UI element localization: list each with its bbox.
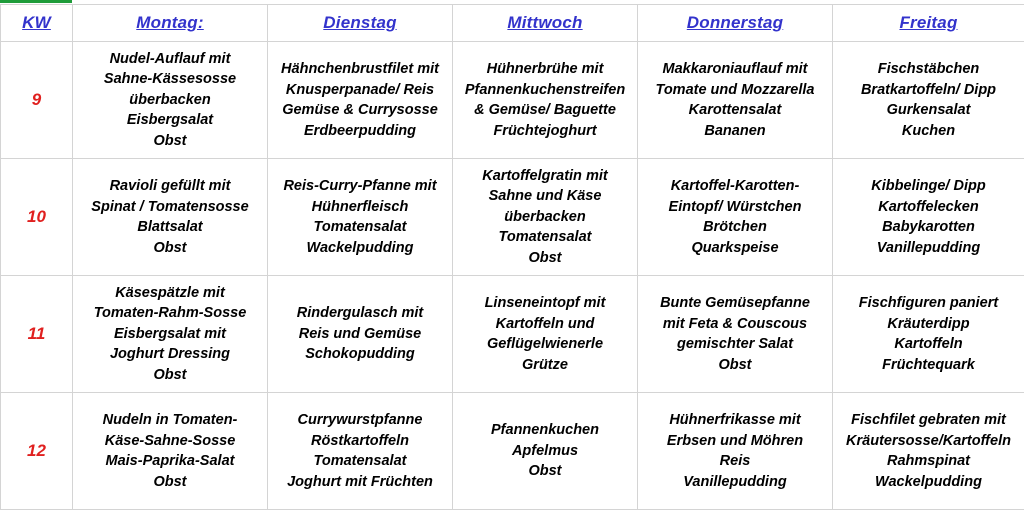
meal-line: Erdbeerpudding: [304, 122, 416, 139]
meal-line: mit Feta & Couscous: [662, 315, 808, 332]
meal-cell-tuesday[interactable]: [268, 159, 453, 276]
meal-line: Wackelpudding: [875, 473, 982, 490]
meal-line: Linseneintopf mit: [484, 295, 606, 311]
meal-line: Früchtejoghurt: [493, 122, 597, 139]
meal-line: Hühnerbrühe mit: [486, 61, 604, 77]
meal-line: Bunte Gemüsepfanne: [660, 295, 810, 311]
week-number-cell[interactable]: 12: [1, 393, 73, 510]
meal-line: Quarkspeise: [691, 239, 779, 256]
meal-line: Röstkartoffeln: [310, 432, 410, 449]
meal-line: überbacken: [504, 208, 586, 225]
header-row: [1, 5, 1024, 42]
meal-line: Eisbergsalat: [126, 112, 214, 129]
meal-line: Obst: [528, 463, 562, 480]
meal-line: Mais-Paprika-Salat: [105, 453, 235, 469]
meal-line: & Gemüse/ Baguette: [474, 102, 616, 118]
meal-line: Gemüse & Currysosse: [282, 102, 438, 118]
meal-cell-friday[interactable]: [833, 159, 1024, 276]
meal-cell-thursday[interactable]: [638, 393, 833, 510]
meal-cell-wednesday[interactable]: [453, 159, 638, 276]
meal-line: Bratkartoffeln/ Dipp: [860, 81, 997, 98]
meal-line: Vanillepudding: [876, 239, 981, 256]
meal-line: Hühnerfleisch: [311, 198, 409, 215]
meal-line: Kibbelinge/ Dipp: [871, 178, 986, 194]
meal-line: Spinat / Tomatensosse: [91, 198, 249, 215]
meal-line: Brötchen: [703, 219, 767, 235]
meal-line: Kuchen: [901, 122, 956, 139]
meal-line: überbacken: [129, 91, 211, 108]
meal-cell-thursday[interactable]: [638, 276, 833, 393]
meal-line: Joghurt Dressing: [109, 346, 231, 363]
header-day-wednesday[interactable]: Mittwoch: [453, 5, 638, 42]
meal-cell-thursday[interactable]: [638, 159, 833, 276]
meal-line: Ravioli gefüllt mit: [109, 178, 231, 194]
meal-line: Tomatensalat: [313, 453, 407, 469]
meal-line: Sahne-Kässesosse: [103, 71, 237, 88]
meal-line: Fischfiguren paniert: [858, 295, 999, 311]
meal-line: Reis: [719, 453, 751, 469]
meal-line: Bananen: [704, 122, 766, 139]
meal-line: Joghurt mit Früchten: [287, 473, 433, 490]
meal-line: Hähnchenbrustfilet mit: [281, 61, 439, 77]
meal-line: Reis-Curry-Pfanne mit: [283, 178, 437, 194]
meal-cell-monday[interactable]: [73, 159, 268, 276]
meal-line: Pfannenkuchenstreifen: [464, 81, 626, 98]
meal-line: Karottensalat: [688, 102, 782, 118]
meal-plan-table: [0, 4, 1024, 510]
meal-cell-friday[interactable]: [833, 276, 1024, 393]
meal-line: Käsespätzle mit: [115, 284, 225, 301]
meal-line: Erbsen und Möhren: [666, 432, 804, 449]
meal-cell-tuesday[interactable]: [268, 393, 453, 510]
meal-cell-wednesday[interactable]: [453, 276, 638, 393]
meal-line: Babykarotten: [882, 219, 975, 235]
meal-line: Geflügelwienerle: [486, 336, 604, 352]
meal-line: Rahmspinat: [887, 453, 970, 469]
meal-line: gemischter Salat: [676, 336, 794, 352]
meal-line: Kartoffelecken: [878, 198, 979, 215]
selection-corner-mark: [0, 0, 72, 3]
meal-line: Obst: [153, 239, 187, 256]
meal-line: Sahne und Käse: [488, 188, 602, 205]
meal-line: Vanillepudding: [683, 473, 787, 490]
meal-line: Makkaroniauflauf mit: [662, 61, 808, 77]
meal-cell-thursday[interactable]: [638, 42, 833, 159]
meal-line: Rindergulasch mit: [296, 305, 424, 322]
header-kw[interactable]: KW: [1, 5, 73, 42]
meal-line: Grütze: [522, 356, 568, 373]
meal-line: Hühnerfrikasse mit: [669, 412, 801, 428]
meal-line: Kartoffeln: [894, 336, 963, 352]
meal-line: Knusperpanade/ Reis: [285, 81, 435, 98]
meal-cell-monday[interactable]: [73, 42, 268, 159]
week-number-cell[interactable]: 9: [1, 42, 73, 159]
meal-line: Früchtequark: [882, 356, 975, 373]
meal-cell-monday[interactable]: [73, 276, 268, 393]
meal-line: Obst: [718, 356, 752, 373]
week-number-cell[interactable]: 10: [1, 159, 73, 276]
meal-line: Tomatensalat: [498, 229, 592, 246]
meal-cell-friday[interactable]: [833, 42, 1024, 159]
meal-line: Schokopudding: [305, 346, 415, 363]
meal-line: Kräutersosse/Kartoffeln: [846, 432, 1011, 449]
meal-line: Tomaten-Rahm-Sosse: [93, 305, 247, 322]
meal-line: Currywurstpfanne: [297, 412, 423, 428]
meal-line: Kartoffeln und: [495, 315, 595, 332]
meal-line: Obst: [153, 473, 187, 490]
meal-cell-tuesday[interactable]: [268, 276, 453, 393]
header-day-friday[interactable]: Freitag: [833, 5, 1024, 42]
meal-line: Obst: [153, 366, 187, 383]
meal-line: Blattsalat: [137, 219, 203, 235]
meal-line: Eisbergsalat mit: [113, 325, 226, 342]
table-row: [1, 393, 1024, 510]
meal-line: Fischfilet gebraten mit: [851, 412, 1006, 428]
meal-cell-tuesday[interactable]: [268, 42, 453, 159]
meal-line: Obst: [153, 132, 187, 149]
meal-line: Nudel-Auflauf mit: [109, 50, 231, 67]
table-row: [1, 42, 1024, 159]
meal-cell-friday[interactable]: [833, 393, 1024, 510]
meal-line: Gurkensalat: [886, 102, 971, 118]
meal-line: Tomate und Mozzarella: [655, 81, 815, 98]
meal-line: Apfelmus: [511, 442, 579, 459]
meal-line: Fischstäbchen: [877, 61, 980, 77]
header-day-tuesday[interactable]: Dienstag: [268, 5, 453, 42]
meal-line: Eintopf/ Würstchen: [668, 198, 802, 215]
meal-cell-wednesday[interactable]: [453, 393, 638, 510]
header-day-monday[interactable]: Montag:: [73, 5, 268, 42]
header-day-thursday[interactable]: Donnerstag: [638, 5, 833, 42]
meal-cell-wednesday[interactable]: [453, 42, 638, 159]
meal-line: Kräuterdipp: [887, 315, 970, 332]
meal-line: Tomatensalat: [313, 219, 407, 235]
meal-line: Käse-Sahne-Sosse: [104, 432, 236, 449]
meal-cell-monday[interactable]: [73, 393, 268, 510]
meal-line: Reis und Gemüse: [298, 325, 422, 342]
week-number-cell[interactable]: 11: [1, 276, 73, 393]
meal-line: Obst: [528, 249, 562, 266]
meal-line: Wackelpudding: [306, 239, 414, 256]
meal-line: Kartoffelgratin mit: [482, 167, 608, 184]
table-row: [1, 159, 1024, 276]
meal-line: Kartoffel-Karotten-: [670, 178, 800, 194]
meal-line: Pfannenkuchen: [491, 422, 599, 439]
meal-line: Nudeln in Tomaten-: [102, 412, 238, 428]
table-row: [1, 276, 1024, 393]
